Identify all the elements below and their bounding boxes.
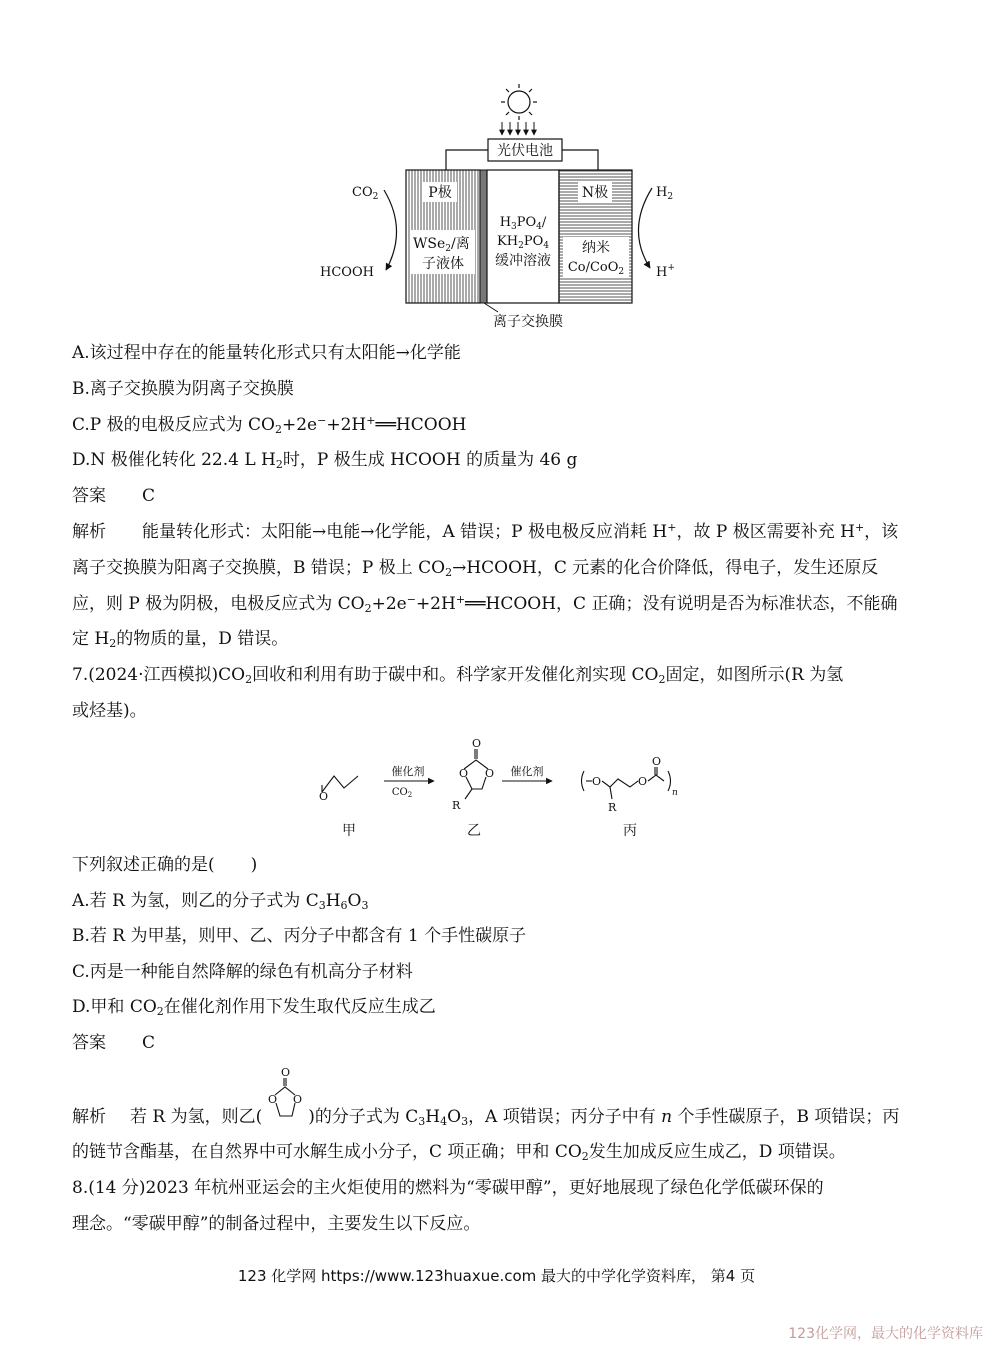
polymer-oxygen-1: O (592, 775, 602, 788)
text-run: − (406, 592, 416, 606)
text-run: 2 (364, 601, 372, 615)
text-run: 应，则 P 极为阴极，电极反应式为 CO (72, 593, 365, 614)
text-run: 2 (275, 458, 283, 472)
text-run: 回收和利用有助于碳中和。科学家开发催化剂实现 CO (252, 665, 659, 686)
text-run: 发生加成反应生成乙，D 项错误。 (588, 1142, 846, 1162)
hcooh-output-label: HCOOH (320, 265, 374, 280)
text-run: 的物质的量，D 错误。 (116, 629, 289, 650)
q7_lines-line (72, 1031, 155, 1055)
text-run: 6 (340, 898, 348, 912)
catalyst-label-1: 催化剂 (391, 765, 425, 778)
text-run: A.该过程中存在的能量转化形式只有太阳能→化学能 (72, 343, 461, 363)
q7_lines-line (72, 924, 526, 948)
q6_lines-line (72, 556, 878, 580)
text-run: + (455, 592, 466, 606)
n-material-label-1: 纳米 (582, 240, 610, 256)
wire-left (446, 150, 488, 170)
polymer-r-group: R (608, 801, 617, 814)
text-run: +2e (282, 414, 318, 435)
q7_lines-line (72, 853, 257, 877)
text-run: 解析 (72, 522, 106, 542)
text-run: +2e (371, 593, 407, 614)
text-run: C.P 极的电极反应式为 CO (72, 414, 275, 435)
carbonate-r-group: R (452, 799, 461, 812)
p-electrode-label: P极 (428, 185, 452, 201)
q6_lines-line (72, 413, 466, 437)
h2-input-label: $H_2$ (656, 185, 674, 202)
electrolyte-label-2: $KH_2PO_4$ (497, 234, 549, 251)
analysis7-line1: 解析 若 R 为氢，则乙( )的分子式为 $C_3H_4O_3$，A 项错误；丙分子中有 n 个手性碳原子，B 项错误；丙 (72, 1107, 900, 1128)
text-run: ，该 (864, 522, 899, 542)
right-reaction-arrow (638, 188, 652, 268)
text-run: A.若 R 为氢，则乙的分子式为 C (72, 890, 319, 911)
polymer-oxygen-3: O (652, 755, 662, 768)
q6_lines-line (72, 663, 843, 687)
text-run: 2 (658, 673, 666, 687)
q7_tail-line (72, 1212, 480, 1236)
text-run: +2H (415, 593, 456, 614)
text-run: 2 (275, 422, 282, 436)
text-run: 3 (361, 898, 369, 912)
light-arrows (502, 122, 534, 135)
text-run: 2 (581, 1150, 589, 1163)
text-run: 答案 (72, 486, 106, 507)
text-run: + (854, 521, 865, 534)
text-run: D.甲和 CO (72, 997, 157, 1018)
text-run: B.离子交换膜为阴离子交换膜 (72, 378, 294, 399)
q6_lines-line (72, 341, 461, 365)
text-run: 或烃基)。 (72, 701, 147, 721)
text-run: + (366, 413, 376, 427)
q6_lines-line (72, 627, 288, 651)
text-run: 2 (245, 673, 253, 687)
carbonate-oxygen-top: O (472, 737, 482, 750)
electrolyte-label-1: $H_3PO_4/$ (499, 215, 547, 232)
text-run: 2 (156, 1005, 164, 1019)
ion-exchange-membrane (480, 170, 487, 303)
text-run: 7.(2024·江西模拟)CO (72, 665, 246, 686)
inline-carbonate-structure (262, 1064, 308, 1130)
label-yi: 乙 (467, 823, 481, 839)
text-run: 3 (318, 898, 326, 912)
polymer-oxygen-2: O (638, 775, 648, 788)
text-run: 能量转化形式：太阳能→电能→化学能，A 错误；P 极电极反应消耗 H (142, 522, 668, 542)
electrolysis-diagram (300, 80, 700, 330)
reaction-scheme (300, 733, 700, 843)
polymer-n-subscript: n (672, 788, 678, 798)
electrolyte-label-3: 缓冲溶液 (495, 253, 551, 269)
p-material-label: WSe$_2$/离 (413, 236, 470, 254)
site-watermark: 123化学网，最大的化学资料库 (788, 1326, 983, 1342)
text-run: ══HCOOH，C 正确；没有说明是否为标准状态，不能确 (465, 593, 898, 614)
text-run: C (142, 1033, 156, 1053)
q6_lines-line (72, 520, 898, 544)
page-footer: 123 化学网 https://www.123huaxue.com 最大的中学化学资料库， 第4 页 (237, 1267, 756, 1285)
q7_lines-line (72, 960, 413, 984)
membrane-pointer (484, 303, 498, 312)
text-run: 在催化剂作用下发生取代反应生成乙 (163, 997, 436, 1018)
text-run: +2H (326, 414, 367, 435)
text-run: 2 (445, 565, 453, 579)
n-electrode-label: N极 (581, 185, 609, 201)
text-run: 定 H (72, 629, 110, 650)
left-reaction-arrow (384, 190, 397, 270)
h-plus-output-label: H+ (656, 263, 675, 280)
text-run: C.丙是一种能自然降解的绿色有机高分子材料 (72, 961, 413, 982)
text-run: 下列叙述正确的是( (72, 855, 215, 875)
text-run: ══HCOOH (375, 414, 467, 435)
pv-cell-label: 光伏电池 (497, 143, 553, 159)
label-bing: 丙 (623, 823, 637, 839)
p-material-label-2: 子液体 (422, 256, 464, 272)
text-run: 答案 (72, 1033, 106, 1053)
co2-input-label: $CO_2$ (352, 185, 379, 202)
carbonate-oxygen-right: O (485, 767, 495, 780)
co2-reagent-label: $CO_2$ (391, 787, 413, 799)
epoxide-oxygen: O (319, 790, 329, 803)
text-run: B.若 R 为甲基，则甲、乙、丙分子中都含有 1 个手性碳原子 (72, 926, 527, 947)
carbonate-oxygen-left: O (459, 767, 469, 780)
text-run: 离子交换膜为阳离子交换膜，B 错误；P 极上 CO (72, 557, 446, 578)
text-run: H (325, 890, 341, 911)
text-run: − (317, 413, 327, 427)
label-jia: 甲 (342, 823, 356, 839)
text-run: 8.(14 分)2023 年杭州亚运会的主火炬使用的燃料为“零碳甲醇”，更好地展现了绿色化学低碳环保的 (72, 1178, 824, 1198)
text-run: ) (250, 855, 258, 875)
membrane-label: 离子交换膜 (493, 314, 563, 330)
q7_tail-line (72, 1140, 846, 1164)
q6_lines-line (72, 448, 577, 472)
q6_lines-line (72, 377, 294, 401)
svg-text:O: O (281, 1066, 291, 1079)
text-run: ，故 P 极区需要补充 H (676, 522, 855, 542)
svg-text:O: O (293, 1093, 303, 1106)
text-run: 时，P 极生成 HCOOH 的质量为 46 g (282, 450, 578, 471)
text-run: 2 (109, 637, 117, 651)
text-run: 理念。“零碳甲醇”的制备过程中，主要发生以下反应。 (72, 1214, 481, 1234)
q7_lines-line (72, 995, 436, 1019)
text-run: 的链节含酯基，在自然界中可水解生成小分子，C 项正确；甲和 CO (72, 1142, 582, 1162)
text-run: O (347, 890, 362, 911)
n-material-label-2: Co/CoO$_2$ (567, 260, 625, 277)
text-run: C (142, 486, 156, 507)
wire-right (562, 150, 598, 170)
text-run: D.N 极催化转化 22.4 L H (72, 450, 276, 471)
svg-text:O: O (268, 1093, 278, 1106)
text-run: + (667, 521, 677, 534)
sun-icon (501, 84, 537, 120)
q7_lines-line (72, 889, 368, 913)
q6_lines-line (72, 484, 155, 508)
text-run: →HCOOH，C 元素的化合价降低，得电子，发生还原反 (452, 557, 879, 578)
q6_lines-line (72, 592, 897, 616)
text-run: 固定，如图所示(R 为氢 (665, 665, 844, 686)
q6_lines-line (72, 699, 147, 723)
catalyst-label-2: 催化剂 (510, 765, 544, 778)
q7_tail-line (72, 1176, 824, 1200)
